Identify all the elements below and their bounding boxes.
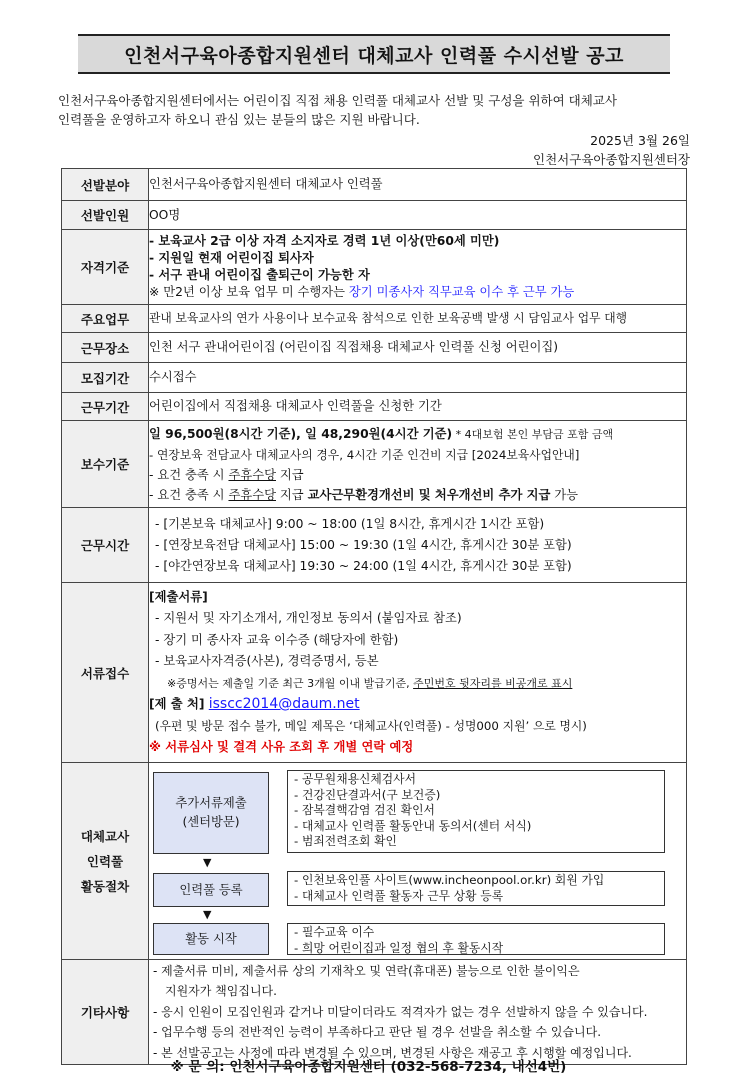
row-etc <box>62 960 687 1065</box>
value-docs <box>149 583 687 763</box>
etc-line: - 본 선발공고는 사정에 따라 변경될 수 있으며, 변경된 사항은 재공고 후 시행할 예정입니다. <box>153 1045 632 1060</box>
step1-label: 추가서류제출 <box>175 796 247 810</box>
qualification-note <box>149 284 686 301</box>
pay-line-3-prefix: - 요건 충족 시 <box>149 467 229 482</box>
notice-table <box>61 168 687 1065</box>
email-link[interactable]: isscc2014@daum.net <box>208 696 360 712</box>
pay-line-4-prefix: - 요건 충족 시 <box>149 487 229 502</box>
title-banner <box>78 34 670 74</box>
label-process <box>62 763 149 960</box>
hours-line: - [기본보육 대체교사] 9:00 ~ 18:00 (1일 8시간, 휴게시간 1시간 포함) <box>155 516 545 531</box>
qualification-line: - 서구 관내 어린이집 출퇴근이 가능한 자 <box>149 268 370 282</box>
pay-line-3-suffix: 지급 <box>275 467 304 482</box>
step2-details <box>287 871 665 906</box>
intro-paragraph <box>58 91 698 129</box>
qualification-line: - 지원일 현재 어린이집 퇴사자 <box>149 251 314 265</box>
step1-item: - 범죄전력조회 확인 <box>294 834 397 848</box>
row-place <box>62 333 687 363</box>
row-period-work <box>62 393 687 421</box>
step-box-pool-registration <box>153 873 269 907</box>
etc-line: - 응시 인원이 모집인원과 같거나 미달이더라도 적격자가 없는 경우 선발하지 않을 수 있습니다. <box>153 1004 648 1019</box>
value-qualification <box>149 230 687 305</box>
label-process-line: 인력풀 <box>86 853 124 869</box>
label-duty: 주요업무 <box>62 305 149 333</box>
row-duty <box>62 305 687 333</box>
label-process-line: 활동절차 <box>80 878 130 894</box>
docs-submit-note: (우편 및 방문 접수 불가, 메일 제목은 ‘대체교사(인력풀) - 성명000 지원’ 으로 명시) <box>155 718 587 733</box>
docs-heading: [제출서류] <box>149 589 208 604</box>
docs-item: - 보육교사자격증(사본), 경력증명서, 등본 <box>155 654 379 668</box>
row-process <box>62 763 687 960</box>
label-count: 선발인원 <box>62 201 149 230</box>
step-box-start-activity <box>153 923 269 955</box>
row-pay <box>62 421 687 508</box>
pay-amount: 일 96,500원(8시간 기준), 일 48,290원(4시간 기준) <box>149 426 453 441</box>
pay-line-3-under: 주휴수당 <box>228 467 276 482</box>
step3-details <box>287 923 665 955</box>
pay-line-4-suffix: 가능 <box>550 487 579 502</box>
row-count <box>62 201 687 230</box>
step-box-additional-docs <box>153 772 269 854</box>
label-docs: 서류접수 <box>62 583 149 763</box>
row-qualification <box>62 230 687 305</box>
date-block <box>533 131 690 169</box>
pay-line-3 <box>149 465 686 485</box>
label-etc: 기타사항 <box>62 960 149 1065</box>
label-field: 선발분야 <box>62 169 149 201</box>
label-process-line: 대체교사 <box>80 828 130 844</box>
step2-label: 인력풀 등록 <box>179 882 243 897</box>
row-hours <box>62 508 687 583</box>
docs-note-prefix: ※증명서는 제출일 기준 최근 3개월 이내 발급기준, <box>167 676 414 690</box>
row-field <box>62 169 687 201</box>
etc-line: 지원자가 책임집니다. <box>165 984 277 999</box>
step2-item: - 인천보육인풀 사이트(www.incheonpool.or.kr) 회원 가입 <box>294 873 605 887</box>
page-title: 인천서구육아종합지원센터 대체교사 인력풀 수시선발 공고 <box>124 44 624 67</box>
label-hours: 근무시간 <box>62 508 149 583</box>
step1-item: - 건강진단결과서(구 보건증) <box>294 787 441 802</box>
row-docs <box>62 583 687 763</box>
pay-note: * 4대보험 본인 부담금 포함 금액 <box>452 427 614 441</box>
step3-item: - 필수교육 이수 <box>294 925 375 939</box>
pay-line-4-bold: 교사근무환경개선비 및 처우개선비 추가 지급 <box>307 487 551 502</box>
step1-item: - 대체교사 인력풀 활동안내 동의서(센터 서식) <box>294 818 532 833</box>
step1-details <box>287 770 665 853</box>
hours-line: - [연장보육전담 대체교사] 15:00 ~ 19:30 (1일 4시간, 휴게시간 30분 포함) <box>155 537 572 552</box>
etc-line: - 제출서류 미비, 제출서류 상의 기재착오 및 연락(휴대폰) 불능으로 인한 불이익은 <box>153 963 580 978</box>
row-period-recruit <box>62 363 687 393</box>
contact-footer: ※ 문 의: 인천서구육아종합지원센터 (032-568-7234, 내선4번) <box>170 1059 567 1075</box>
step1-item: - 공무원채용신체검사서 <box>294 772 416 786</box>
pay-line-4-mid: 지급 <box>275 487 308 502</box>
qualification-note-highlight: 장기 미종사자 직무교육 이수 후 근무 가능 <box>348 285 575 299</box>
value-place: 인천 서구 관내어린이집 (어린이집 직접채용 대체교사 인력풀 신청 어린이집) <box>149 333 687 363</box>
notice-date: 2025년 3월 26일 <box>590 133 690 148</box>
value-pay <box>149 421 687 508</box>
intro-line-2: 인력풀을 운영하고자 하오니 관심 있는 분들의 많은 지원 바랍니다. <box>58 112 420 127</box>
value-field: 인천서구육아종합지원센터 대체교사 인력풀 <box>149 169 687 201</box>
step2-item: - 대체교사 인력풀 활동자 근무 상황 등록 <box>294 888 504 903</box>
docs-warning: ※ 서류심사 및 결격 사유 조회 후 개별 연락 예정 <box>149 740 414 754</box>
step3-item: - 희망 어린이집과 일정 협의 후 활동시작 <box>294 940 504 955</box>
step1-sublabel: (센터방문) <box>182 815 240 829</box>
label-period-recruit: 모집기간 <box>62 363 149 393</box>
intro-line-1: 인천서구육아종합지원센터에서는 어린이집 직접 채용 인력풀 대체교사 선발 및 구성을 위하여 대체교사 <box>58 93 617 108</box>
docs-submit-label: [제 출 처] <box>149 697 209 711</box>
value-period-recruit: 수시접수 <box>149 363 687 393</box>
docs-item: - 지원서 및 자기소개서, 개인정보 동의서 (붙임자료 참조) <box>155 611 462 625</box>
label-period-work: 근무기간 <box>62 393 149 421</box>
value-duty: 관내 보육교사의 연가 사용이나 보수교육 참석으로 인한 보육공백 발생 시 담임교사 업무 대행 <box>149 305 687 333</box>
pay-line-1 <box>149 424 686 445</box>
value-hours <box>149 508 687 583</box>
value-process <box>149 763 687 960</box>
label-place: 근무장소 <box>62 333 149 363</box>
arrow-down-icon: ▼ <box>203 908 212 921</box>
docs-note <box>149 673 686 695</box>
hours-line: - [야간연장보육 대체교사] 19:30 ~ 24:00 (1일 4시간, 휴게시간 30분 포함) <box>155 558 572 573</box>
pay-line-2: - 연장보육 전담교사 대체교사의 경우, 4시간 기준 인건비 지급 [2024보육사업안내] <box>149 447 580 462</box>
etc-line: - 업무수행 등의 전반적인 능력이 부족하다고 판단 될 경우 선발을 취소할 수 있습니다. <box>153 1025 602 1040</box>
label-pay: 보수기준 <box>62 421 149 508</box>
docs-item: - 장기 미 종사자 교육 이수증 (해당자에 한함) <box>155 632 399 647</box>
process-flow <box>149 763 686 959</box>
value-count: OO명 <box>149 201 687 230</box>
qualification-note-prefix: ※ 만2년 이상 보육 업무 미 수행자는 <box>149 285 349 299</box>
pay-line-4 <box>149 485 686 505</box>
issuer: 인천서구육아종합지원센터장 <box>533 152 690 167</box>
pay-line-4-under: 주휴수당 <box>228 487 276 502</box>
docs-note-under: 주민번호 뒷자리를 비공개로 표시 <box>413 676 573 690</box>
label-qualification: 자격기준 <box>62 230 149 305</box>
value-etc <box>149 960 687 1065</box>
step1-item: - 잠복결핵감염 검진 확인서 <box>294 803 435 817</box>
arrow-down-icon: ▼ <box>203 856 212 869</box>
qualification-line: - 보육교사 2급 이상 자격 소지자로 경력 1년 이상(만60세 미만) <box>149 234 500 248</box>
docs-submit <box>149 694 686 716</box>
value-period-work: 어린이집에서 직접채용 대체교사 인력풀을 신청한 기간 <box>149 393 687 421</box>
step3-label: 활동 시작 <box>185 931 237 946</box>
